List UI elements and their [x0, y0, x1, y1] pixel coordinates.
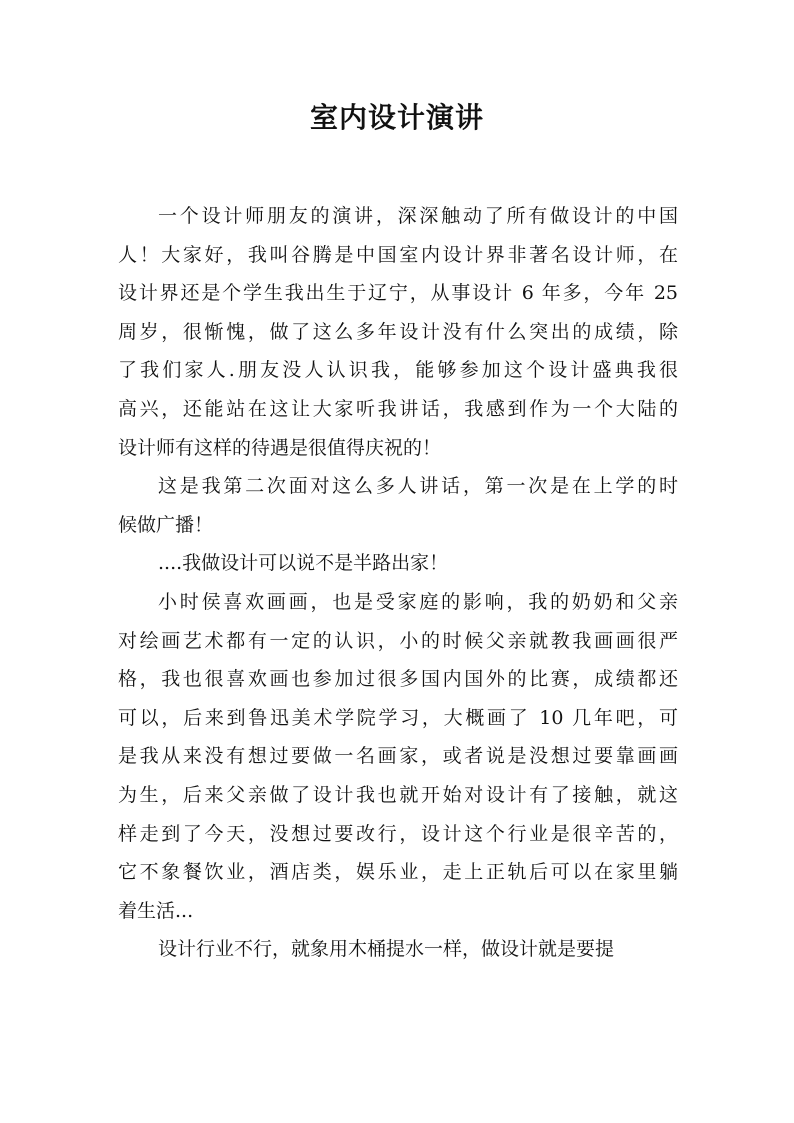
- paragraph-line: 了我们家人.朋友没人认识我，能够参加这个设计盛典我很: [118, 359, 678, 382]
- paragraph-line: 对绘画艺术都有一定的认识，小的时候父亲就教我画画很严: [118, 629, 678, 652]
- paragraph-line: 人！大家好，我叫谷腾是中国室内设计界非著名设计师，在: [118, 243, 678, 266]
- paragraph-line: ....我做设计可以说不是半路出家！: [158, 552, 449, 575]
- paragraph-line: 是我从来没有想过要做一名画家，或者说是没想过要靠画画: [118, 745, 678, 768]
- paragraph-line: 这是我第二次面对这么多人讲话，第一次是在上学的时: [158, 475, 678, 498]
- paragraph-line: 它不象餐饮业，酒店类，娱乐业，走上正轨后可以在家里躺: [118, 861, 678, 884]
- paragraph-line: 格，我也很喜欢画也参加过很多国内国外的比赛，成绩都还: [118, 668, 678, 691]
- paragraph-line: 周岁，很惭愧，做了这么多年设计没有什么突出的成绩，除: [118, 320, 678, 343]
- document-body: [118, 197, 678, 969]
- document-title: 室内设计演讲: [309, 101, 484, 134]
- paragraph-line: 为生，后来父亲做了设计我也就开始对设计有了接触，就这: [118, 783, 678, 806]
- paragraph-line: 设计师有这样的待遇是很值得庆祝的！: [118, 436, 442, 459]
- paragraph-line: 高兴，还能站在这让大家听我讲话，我感到作为一个大陆的: [118, 397, 678, 420]
- paragraph-line: 样走到了今天，没想过要改行，设计这个行业是很辛苦的，: [118, 822, 678, 845]
- paragraph-line: 一个设计师朋友的演讲，深深触动了所有做设计的中国: [158, 205, 678, 227]
- paragraph-line: 设计界还是个学生我出生于辽宁，从事设计 6 年多，今年 25: [118, 282, 678, 305]
- paragraph-line: 小时侯喜欢画画，也是受家庭的影响，我的奶奶和父亲: [158, 590, 678, 613]
- paragraph-line: 候做广播！: [118, 513, 214, 536]
- paragraph-line: 着生活...: [118, 899, 194, 922]
- paragraph-line: 设计行业不行，就象用木桶提水一样，做设计就是要提: [158, 938, 615, 961]
- paragraph-line: 可以，后来到鲁迅美术学院学习，大概画了 10 几年吧，可: [118, 706, 678, 729]
